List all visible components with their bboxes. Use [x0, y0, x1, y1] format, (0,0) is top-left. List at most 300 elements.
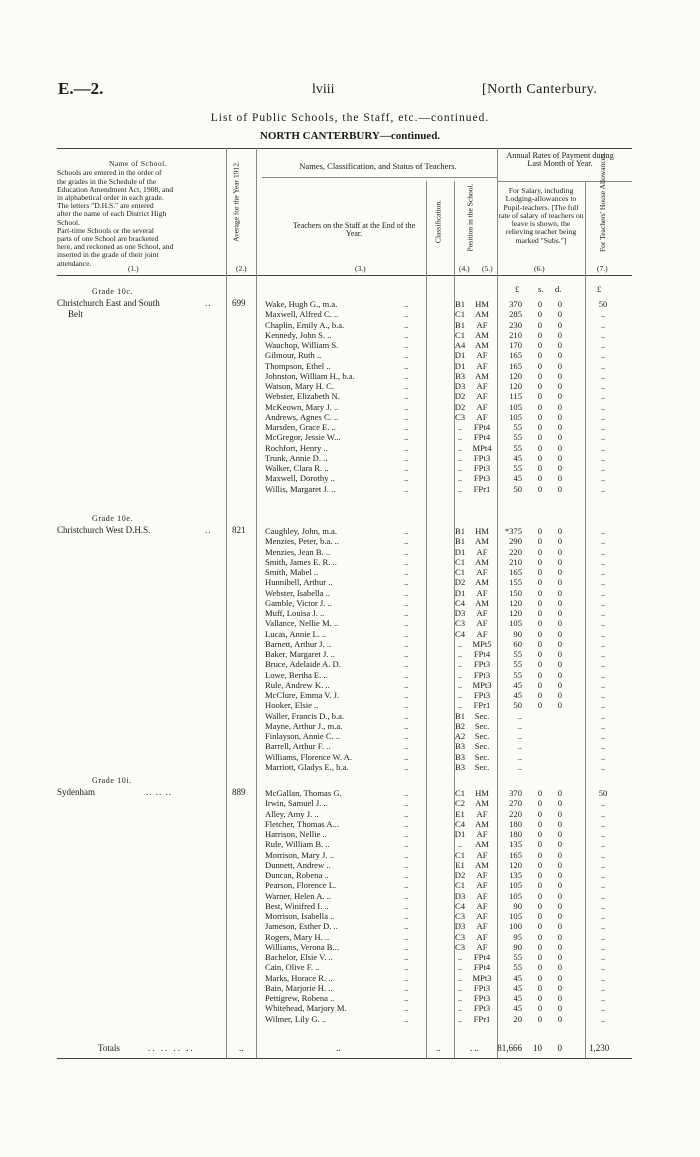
teacher-row — [0, 577, 700, 587]
salary-shillings: 0 — [537, 432, 542, 443]
teacher-classification: C1 — [454, 880, 466, 891]
totals-allowances: 1,230 — [589, 1043, 610, 1053]
colnum-4: (4.) — [459, 264, 470, 273]
house-allowance: .. — [600, 350, 606, 361]
teacher-classification: D2 — [454, 577, 466, 588]
teacher-classification: .. — [457, 669, 463, 680]
teacher-classification: .. — [457, 442, 463, 453]
teacher-name: Marriott, Gladys E., b.a. — [265, 761, 349, 772]
teacher-classification: C1 — [454, 329, 466, 340]
salary-pence: 0 — [557, 818, 562, 829]
house-allowance: .. — [600, 536, 606, 547]
teacher-position: AF — [476, 890, 488, 901]
leader-dots: .. — [404, 391, 409, 402]
teacher-row — [0, 942, 700, 952]
salary-pounds: .. — [517, 720, 522, 731]
teacher-classification: .. — [457, 649, 463, 659]
colnum-1: (1.) — [128, 264, 139, 273]
house-allowance: .. — [600, 710, 606, 721]
totals-pence: 0 — [557, 1043, 562, 1053]
salary-pence: 0 — [557, 829, 562, 839]
teacher-position: FPt3 — [473, 1003, 491, 1014]
teacher-name: Webster, Isabella .. — [265, 587, 331, 598]
teacher-classification: D1 — [454, 587, 466, 598]
salary-pence: 0 — [557, 700, 562, 711]
teacher-row — [0, 320, 700, 330]
teacher-classification: D1 — [454, 546, 466, 557]
leader-dots: .. — [404, 921, 409, 932]
teacher-row — [0, 798, 700, 808]
teacher-position: AM — [475, 859, 489, 870]
salary-shillings: 0 — [537, 880, 542, 891]
rates-group-underline — [498, 181, 632, 182]
salary-pounds: *375 — [504, 526, 522, 536]
teacher-row — [0, 993, 700, 1003]
teacher-classification: B1 — [454, 536, 466, 547]
school-name: Christchurch West D.H.S. — [57, 525, 151, 535]
leader-dots: .. — [404, 798, 409, 809]
salary-shillings: 0 — [537, 982, 542, 993]
teacher-row — [0, 788, 700, 798]
salary-shillings: 0 — [537, 340, 542, 350]
rates-group-header: Annual Rates of Payment during Last Month of Year. — [506, 151, 614, 169]
document-title: List of Public Schools, the Staff, etc.—continued. — [210, 112, 490, 124]
house-allowance: .. — [600, 319, 606, 330]
house-allowance: .. — [600, 526, 606, 536]
salary-pence: 0 — [557, 679, 562, 690]
house-allowance: .. — [600, 567, 606, 577]
teacher-classification: .. — [457, 952, 463, 962]
salary-pence: 0 — [557, 1003, 562, 1014]
teacher-row — [0, 762, 700, 772]
salary-pence: 0 — [557, 690, 562, 700]
house-allowance: .. — [600, 483, 606, 494]
leader-dots: .. — [404, 741, 409, 752]
teacher-classification: B1 — [454, 299, 466, 309]
house-allowance: .. — [600, 900, 606, 911]
salary-pence: 0 — [557, 567, 562, 577]
teacher-name: Rule, Andrew K. .. — [265, 679, 330, 690]
salary-shillings: 0 — [537, 567, 542, 577]
grade-heading: Grade 10e. — [92, 514, 134, 523]
salary-pence: 0 — [557, 309, 562, 320]
school-leader-dots: .. — [205, 298, 212, 308]
names-group-underline — [262, 177, 498, 178]
salary-pence: 0 — [557, 536, 562, 547]
totals-dots: .. .. .. .. — [148, 1043, 195, 1053]
teacher-row — [0, 932, 700, 942]
teacher-classification: D2 — [454, 401, 466, 412]
salary-pence: 0 — [557, 299, 562, 309]
school-column-title: Name of School. — [108, 159, 168, 168]
salary-shillings: 0 — [537, 690, 542, 700]
teacher-name: Menzies, Peter, b.a. .. — [265, 536, 339, 547]
school-column-notes — [57, 169, 219, 267]
leader-dots: .. — [404, 659, 409, 670]
teacher-row — [0, 911, 700, 921]
leader-dots: .. — [404, 972, 409, 983]
teacher-name: Maxwell, Dorothy .. — [265, 473, 335, 484]
teacher-row — [0, 809, 700, 819]
teacher-classification: .. — [457, 1003, 463, 1014]
salary-pounds: 45 — [513, 473, 522, 484]
house-allowance: .. — [600, 473, 606, 484]
teacher-name: Lowe, Bertha E. .. — [265, 669, 328, 680]
leader-dots: .. — [404, 452, 409, 463]
position-column-header: Position in the School. — [465, 183, 475, 252]
leader-dots: .. — [404, 628, 409, 639]
teacher-position: AF — [476, 319, 488, 330]
teacher-name: Hunnibell, Arthur .. — [265, 577, 333, 588]
teacher-name: Barnett, Arthur J. .. — [265, 638, 332, 649]
teacher-name: Chaplin, Emily A., b.a. — [265, 319, 345, 330]
teacher-classification: C1 — [454, 556, 466, 567]
colnum-7: (7.) — [597, 264, 608, 273]
teacher-classification: .. — [457, 972, 463, 983]
salary-pounds: 45 — [513, 982, 522, 993]
district-heading: [North Canterbury. — [482, 82, 598, 97]
salary-shillings: 0 — [537, 319, 542, 330]
salary-pence: 0 — [557, 921, 562, 932]
school-note-line: attendance. — [57, 258, 92, 268]
teacher-name: McClure, Emma V. J. — [265, 690, 340, 700]
house-allowance: .. — [600, 432, 606, 443]
salary-shillings: 0 — [537, 839, 542, 850]
house-allowance: .. — [600, 731, 606, 741]
salary-pence: 0 — [557, 628, 562, 639]
teacher-position: AF — [476, 411, 488, 422]
teacher-position: Sec. — [474, 741, 490, 752]
salary-pence: 0 — [557, 618, 562, 629]
teacher-position: HM — [475, 299, 489, 309]
house-allowance: .. — [600, 360, 606, 371]
school-average: 889 — [232, 787, 246, 797]
salary-shillings: 0 — [537, 381, 542, 391]
teacher-row — [0, 700, 700, 710]
teacher-position: FPt3 — [473, 982, 491, 993]
teacher-classification: C1 — [454, 309, 466, 320]
teacher-position: FPt3 — [473, 659, 491, 670]
leader-dots: .. — [404, 649, 409, 659]
salary-shillings: 0 — [537, 391, 542, 402]
salary-shillings: 0 — [537, 370, 542, 381]
teacher-row — [0, 629, 700, 639]
salary-pounds: .. — [517, 731, 522, 741]
salary-pounds: 105 — [509, 880, 522, 891]
leader-dots: .. — [404, 808, 409, 819]
teacher-position: AM — [475, 536, 489, 547]
document-subtitle: NORTH CANTERBURY—continued. — [259, 130, 441, 142]
leader-dots: .. — [404, 587, 409, 598]
teacher-position: AF — [476, 350, 488, 361]
salary-pounds: 90 — [513, 628, 522, 639]
salary-shillings: 0 — [537, 679, 542, 690]
salary-pounds: 150 — [509, 587, 522, 598]
leader-dots: .. — [404, 299, 409, 309]
teacher-classification: B3 — [454, 741, 466, 752]
house-allowance: .. — [600, 751, 606, 762]
teacher-classification: E1 — [455, 808, 465, 819]
teacher-row — [0, 526, 700, 536]
house-allowance: .. — [600, 391, 606, 402]
teacher-name: Cain, Olive F. .. — [265, 962, 320, 973]
salary-pounds: 45 — [513, 1003, 522, 1014]
house-allowance: .. — [600, 442, 606, 453]
teacher-row — [0, 350, 700, 360]
teacher-classification: E1 — [455, 859, 465, 870]
teacher-position: MPt3 — [472, 972, 492, 983]
salary-shillings: 0 — [537, 483, 542, 494]
leader-dots: .. — [404, 638, 409, 649]
teacher-classification: B3 — [454, 751, 466, 762]
salary-pounds: 170 — [509, 340, 522, 350]
teacher-position: FPt4 — [473, 649, 491, 659]
teacher-row — [0, 983, 700, 993]
unit-shilling: s. — [538, 284, 544, 294]
teacher-name: Bruce, Adelaide A. D. — [265, 659, 341, 670]
salary-pence: 0 — [557, 669, 562, 680]
house-allowance: .. — [600, 452, 606, 463]
teacher-row — [0, 649, 700, 659]
leader-dots: .. — [404, 618, 409, 629]
teacher-classification: C1 — [454, 788, 466, 798]
salary-shillings: 0 — [537, 442, 542, 453]
teacher-position: AF — [476, 618, 488, 629]
school-leader-dots: .. .. .. — [146, 787, 172, 797]
leader-dots: .. — [404, 669, 409, 680]
salary-pounds: 45 — [513, 690, 522, 700]
salary-shillings: 0 — [537, 993, 542, 1003]
leader-dots: .. — [404, 751, 409, 762]
teacher-name: Waller, Francis D., b.a. — [265, 710, 345, 721]
leader-dots: .. — [404, 761, 409, 772]
teacher-position: AF — [476, 628, 488, 639]
leader-dots: .. — [404, 350, 409, 361]
teacher-classification: .. — [457, 483, 463, 494]
teacher-name: Andrews, Agnes C. .. — [265, 411, 339, 422]
teacher-name: Williams, Florence W. A. — [265, 751, 353, 762]
salary-pounds: 120 — [509, 597, 522, 608]
unit-pound-allowance: £ — [597, 284, 602, 294]
leader-dots: .. — [404, 360, 409, 371]
teacher-row — [0, 340, 700, 350]
salary-pence: 0 — [557, 993, 562, 1003]
salary-shillings: 0 — [537, 608, 542, 618]
house-allowance: .. — [600, 911, 606, 921]
teacher-position: MPt4 — [472, 442, 492, 453]
teacher-classification: .. — [457, 700, 463, 711]
salary-pounds: 135 — [509, 870, 522, 880]
page-number: lviii — [312, 82, 335, 97]
teacher-position: AM — [475, 340, 489, 350]
teacher-classification: C4 — [454, 900, 466, 911]
totals-pounds: 81,666 — [497, 1043, 522, 1053]
teacher-name: Irwin, Samuel J. .. — [265, 798, 328, 809]
teacher-row — [0, 741, 700, 751]
teacher-position: AF — [476, 870, 488, 880]
salary-shillings: 0 — [537, 638, 542, 649]
teacher-name: Walker, Clara R. .. — [265, 463, 329, 473]
teacher-name: Hooker, Elsie .. — [265, 700, 319, 711]
teacher-name: Morrison, Mary J. .. — [265, 849, 334, 860]
colnum-6: (6.) — [534, 264, 545, 273]
salary-pence: 0 — [557, 350, 562, 361]
teacher-classification: C3 — [454, 931, 466, 942]
house-allowance: .. — [600, 370, 606, 381]
teacher-name: McGregor, Jessie W... — [265, 432, 341, 443]
teacher-classification: .. — [457, 982, 463, 993]
salary-shillings: 0 — [537, 452, 542, 463]
salary-pence: 0 — [557, 577, 562, 588]
leader-dots: .. — [404, 880, 409, 891]
teacher-name: Watson, Mary H. C. — [265, 381, 335, 391]
salary-shillings: 0 — [537, 309, 542, 320]
salary-pounds: 90 — [513, 900, 522, 911]
teacher-position: AF — [476, 900, 488, 911]
house-allowance: .. — [600, 411, 606, 422]
teacher-row — [0, 453, 700, 463]
salary-pounds: 370 — [509, 788, 522, 798]
teacher-classification: B3 — [454, 761, 466, 772]
salary-shillings: 0 — [537, 829, 542, 839]
teacher-classification: .. — [457, 473, 463, 484]
teacher-position: AF — [476, 608, 488, 618]
leader-dots: .. — [404, 839, 409, 850]
house-allowance: .. — [600, 422, 606, 432]
house-allowance: .. — [600, 463, 606, 473]
teacher-position: AF — [476, 391, 488, 402]
teacher-name: Alley, Amy J. .. — [265, 808, 319, 819]
salary-pence: 0 — [557, 972, 562, 983]
teacher-row — [0, 829, 700, 839]
salary-pounds: 210 — [509, 556, 522, 567]
teacher-classification: B3 — [454, 370, 466, 381]
teacher-classification: C1 — [454, 567, 466, 577]
teacher-row — [0, 639, 700, 649]
leader-dots: .. — [404, 567, 409, 577]
house-allowance: .. — [600, 669, 606, 680]
teacher-row — [0, 680, 700, 690]
house-allowance: .. — [600, 329, 606, 340]
teacher-row — [0, 880, 700, 890]
salary-column-header: For Salary, including Lodging-allowances to Pupil-teachers. [The full rate of salary of teachers on leave is shown, the relieving teacher being marked "Subs."] — [498, 186, 584, 245]
house-allowance: .. — [600, 690, 606, 700]
teacher-name: Webster, Elizabeth N. — [265, 391, 340, 402]
house-allowance: 50 — [598, 299, 608, 309]
teacher-row — [0, 299, 700, 309]
house-allowance: .. — [600, 870, 606, 880]
salary-pence: 0 — [557, 1013, 562, 1024]
salary-shillings: 0 — [537, 526, 542, 536]
teacher-position: AM — [475, 329, 489, 340]
teacher-row — [0, 1014, 700, 1024]
leader-dots: .. — [404, 597, 409, 608]
teacher-row — [0, 731, 700, 741]
salary-pounds: 120 — [509, 370, 522, 381]
salary-pence: 0 — [557, 900, 562, 911]
salary-pounds: 220 — [509, 546, 522, 557]
leader-dots: .. — [404, 340, 409, 350]
salary-pounds: .. — [517, 710, 522, 721]
totals-average: .. — [239, 1043, 244, 1053]
salary-pounds: .. — [517, 751, 522, 762]
teacher-classification: .. — [457, 839, 463, 850]
leader-dots: .. — [404, 982, 409, 993]
salary-pence: 0 — [557, 370, 562, 381]
salary-pounds: 285 — [509, 309, 522, 320]
teacher-classification: .. — [457, 463, 463, 473]
leader-dots: .. — [404, 556, 409, 567]
teacher-position: HM — [475, 788, 489, 798]
leader-dots: .. — [404, 890, 409, 901]
teacher-classification: D1 — [454, 829, 466, 839]
teacher-name: Rogers, Mary H. .. — [265, 931, 330, 942]
salary-shillings: 0 — [537, 921, 542, 932]
teacher-position: FPr1 — [473, 700, 491, 711]
teacher-position: AF — [476, 941, 488, 952]
teacher-classification: C1 — [454, 849, 466, 860]
allowance-column-header: For Teachers' House Allowances. — [598, 152, 607, 252]
house-allowance: .. — [600, 587, 606, 598]
salary-pence: 0 — [557, 839, 562, 850]
salary-pounds: 105 — [509, 911, 522, 921]
salary-pence: 0 — [557, 870, 562, 880]
teacher-classification: C4 — [454, 818, 466, 829]
teacher-row — [0, 402, 700, 412]
teacher-classification: .. — [457, 1013, 463, 1024]
colnum-3: (3.) — [355, 264, 366, 273]
teacher-position: FPt4 — [473, 962, 491, 973]
house-allowance: .. — [600, 597, 606, 608]
school-average: 699 — [232, 298, 246, 308]
teacher-row — [0, 371, 700, 381]
salary-shillings: 0 — [537, 329, 542, 340]
salary-shillings: 0 — [537, 669, 542, 680]
leader-dots: .. — [404, 788, 409, 798]
salary-shillings: 0 — [537, 952, 542, 962]
teacher-row — [0, 891, 700, 901]
totals-position: . .. — [470, 1043, 479, 1053]
teacher-name: Rule, William B. .. — [265, 839, 330, 850]
teacher-classification: C3 — [454, 911, 466, 921]
school-note-line: here, and reckoned as one School, and — [57, 242, 174, 252]
leader-dots: .. — [404, 731, 409, 741]
salary-pounds: 45 — [513, 993, 522, 1003]
salary-pence: 0 — [557, 597, 562, 608]
salary-pence: 0 — [557, 381, 562, 391]
teacher-classification: D3 — [454, 890, 466, 901]
teacher-position: AM — [475, 370, 489, 381]
teacher-position: AF — [476, 849, 488, 860]
salary-shillings: 0 — [537, 473, 542, 484]
salary-pence: 0 — [557, 556, 562, 567]
salary-pence: 0 — [557, 329, 562, 340]
teacher-classification: .. — [457, 659, 463, 670]
teacher-classification: .. — [457, 679, 463, 690]
teacher-name: Morrison, Isabella .. — [265, 911, 335, 921]
teacher-row — [0, 463, 700, 473]
teacher-position: AM — [475, 839, 489, 850]
teacher-position: AF — [476, 931, 488, 942]
salary-pounds: 220 — [509, 808, 522, 819]
salary-pounds: 55 — [513, 649, 522, 659]
salary-pounds: 135 — [509, 839, 522, 850]
house-allowance: .. — [600, 1013, 606, 1024]
teacher-position: AM — [475, 798, 489, 809]
house-allowance: .. — [600, 741, 606, 752]
leader-dots: .. — [404, 1003, 409, 1014]
salary-pence: 0 — [557, 546, 562, 557]
